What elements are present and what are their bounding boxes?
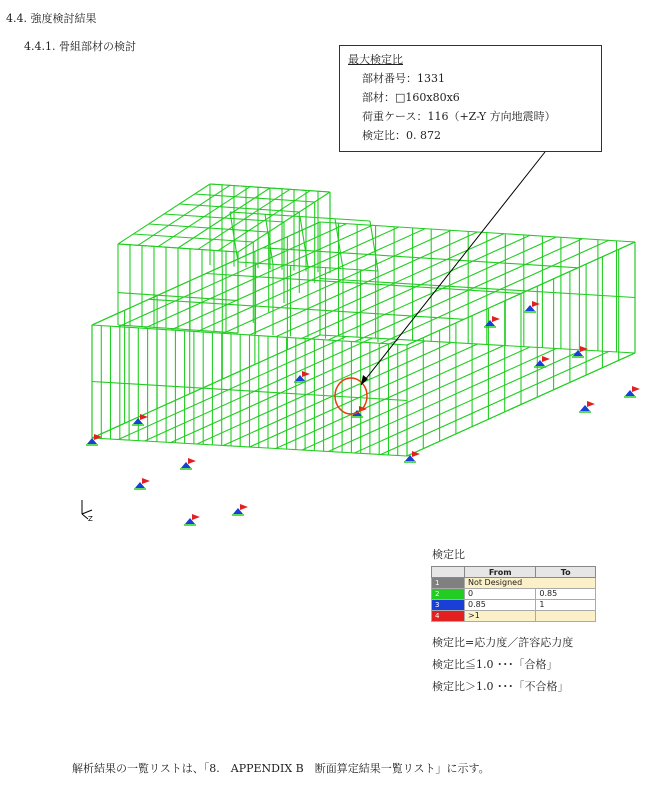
legend-from: Not Designed (465, 578, 596, 589)
support-marker (624, 386, 640, 397)
legend-title: 検定比 (432, 548, 465, 561)
ratio-legend-table (431, 566, 596, 622)
frame-member (158, 187, 250, 247)
support-marker (579, 401, 595, 412)
callout-section: 部材：□160x80x6 (362, 91, 460, 104)
support-markers (86, 301, 640, 525)
frame-members (92, 184, 635, 456)
legend-swatch: 2 (432, 589, 465, 600)
frame-member (118, 184, 210, 244)
legend-from: 0.85 (465, 600, 536, 611)
legend-from: >1 (465, 611, 536, 622)
frame-member (328, 349, 556, 452)
note-fail: 検定比＞1.0 ･･･「不合格」 (432, 680, 569, 693)
legend-row (432, 611, 596, 622)
support-marker (232, 504, 248, 515)
legend-row (432, 589, 596, 600)
support-marker (132, 414, 148, 425)
max-ratio-callout (339, 45, 602, 152)
legend-to: 0.85 (536, 589, 596, 600)
frame-member (250, 344, 478, 447)
frame-member (263, 248, 578, 268)
note-definition: 検定比=応力度／許容応力度 (432, 636, 574, 649)
support-marker (180, 458, 196, 469)
legend-to (536, 611, 596, 622)
legend-swatch: 1 (432, 578, 465, 589)
legend-row (432, 578, 596, 589)
frame-member (92, 335, 320, 438)
support-marker (86, 434, 102, 445)
frame-member (138, 185, 230, 245)
callout-title: 最大検定比 (348, 53, 403, 66)
frame-member (198, 189, 290, 249)
subsection-heading: 4.4.1. 骨組部材の検討 (24, 40, 136, 53)
callout-arrowhead (361, 375, 368, 385)
frame-member (171, 340, 399, 443)
note-pass: 検定比≦1.0 ･･･「合格」 (432, 658, 558, 671)
legend-from: 0 (465, 589, 536, 600)
legend-header-to: To (536, 567, 596, 578)
axis-indicator (82, 500, 93, 523)
legend-header-blank (432, 567, 465, 578)
callout-load-case: 荷重ケース：116（+Z-Y 方向地震時） (362, 110, 556, 123)
legend-swatch: 4 (432, 611, 465, 622)
frame-member (118, 337, 346, 440)
frame-member (178, 188, 270, 248)
support-marker (184, 514, 200, 525)
legend-to: 1 (536, 600, 596, 611)
legend-header-from: From (465, 567, 536, 578)
legend-row (432, 600, 596, 611)
frame-member (381, 352, 609, 455)
footer-note: 解析結果の一覧リストは、「8. APPENDIX B 断面算定結果一覧リスト」に示す。 (72, 762, 490, 775)
section-heading: 4.4. 強度検討結果 (6, 12, 97, 25)
callout-ratio: 検定比：0. 872 (362, 129, 441, 142)
frame-member (223, 343, 451, 446)
frame-member (370, 221, 378, 271)
support-marker (134, 478, 150, 489)
ratio-notes (432, 632, 573, 698)
legend-swatch: 3 (432, 600, 465, 611)
frame-member (302, 347, 530, 450)
frame-member (276, 346, 504, 449)
frame-member (149, 299, 464, 319)
callout-member-no: 部材番号：1331 (362, 72, 445, 85)
axis-label: Z (88, 515, 93, 523)
